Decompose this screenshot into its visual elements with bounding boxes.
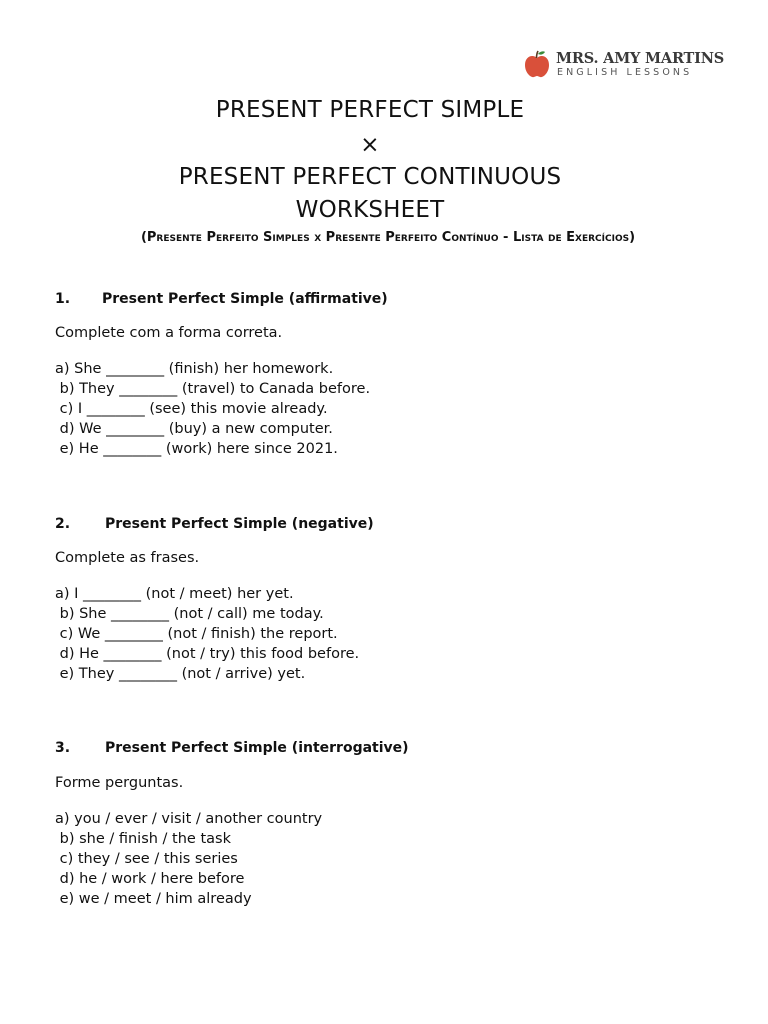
- exercise-list: [55, 359, 370, 459]
- section-instruction: Forme perguntas.: [55, 775, 184, 791]
- exercise-item: d) He ________ (not / try) this food before.: [55, 646, 360, 662]
- apple-icon: [522, 49, 552, 79]
- exercise-item: a) I ________ (not / meet) her yet.: [55, 586, 294, 602]
- subtitle: (Presente Perfeito Simples x Presente Perfeito Contínuo - Lista de Exercícios): [140, 230, 636, 245]
- title-line-3: WORKSHEET: [295, 197, 445, 223]
- title-line-2: PRESENT PERFECT CONTINUOUS: [178, 164, 562, 190]
- exercise-item: d) he / work / here before: [55, 871, 245, 887]
- exercise-item: b) She ________ (not / call) me today.: [55, 606, 324, 622]
- brand-tagline: ENGLISH LESSONS: [557, 67, 693, 78]
- exercise-item: b) They ________ (travel) to Canada before.: [55, 381, 371, 397]
- exercise-item: e) we / meet / him already: [55, 891, 252, 907]
- section-title: Present Perfect Simple (negative): [105, 516, 374, 532]
- exercise-item: b) she / finish / the task: [55, 831, 231, 847]
- title-times-symbol: ×: [360, 132, 380, 158]
- title-line-1: PRESENT PERFECT SIMPLE: [215, 97, 525, 123]
- section-title: Present Perfect Simple (affirmative): [102, 291, 388, 307]
- section-number: 3.: [55, 740, 71, 756]
- section-title: Present Perfect Simple (interrogative): [105, 740, 409, 756]
- exercise-item: e) He ________ (work) here since 2021.: [55, 441, 338, 457]
- exercise-item: c) they / see / this series: [55, 851, 238, 867]
- exercise-item: a) She ________ (finish) her homework.: [55, 361, 334, 377]
- section-instruction: Complete com a forma correta.: [55, 325, 283, 341]
- section-number: 1.: [55, 291, 71, 307]
- exercise-item: a) you / ever / visit / another country: [55, 811, 323, 827]
- brand-logo: [522, 47, 725, 81]
- section-number: 2.: [55, 516, 71, 532]
- section-heading: [55, 740, 409, 756]
- exercise-item: e) They ________ (not / arrive) yet.: [55, 666, 306, 682]
- exercise-item: c) I ________ (see) this movie already.: [55, 401, 328, 417]
- section-heading: [55, 291, 388, 307]
- exercise-list: [55, 584, 359, 684]
- exercise-list: [55, 809, 322, 909]
- brand-name: MRS. AMY MARTINS: [556, 50, 725, 67]
- exercise-item: c) We ________ (not / finish) the report.: [55, 626, 338, 642]
- exercise-item: d) We ________ (buy) a new computer.: [55, 421, 333, 437]
- section-instruction: Complete as frases.: [55, 550, 200, 566]
- section-heading: [55, 516, 374, 532]
